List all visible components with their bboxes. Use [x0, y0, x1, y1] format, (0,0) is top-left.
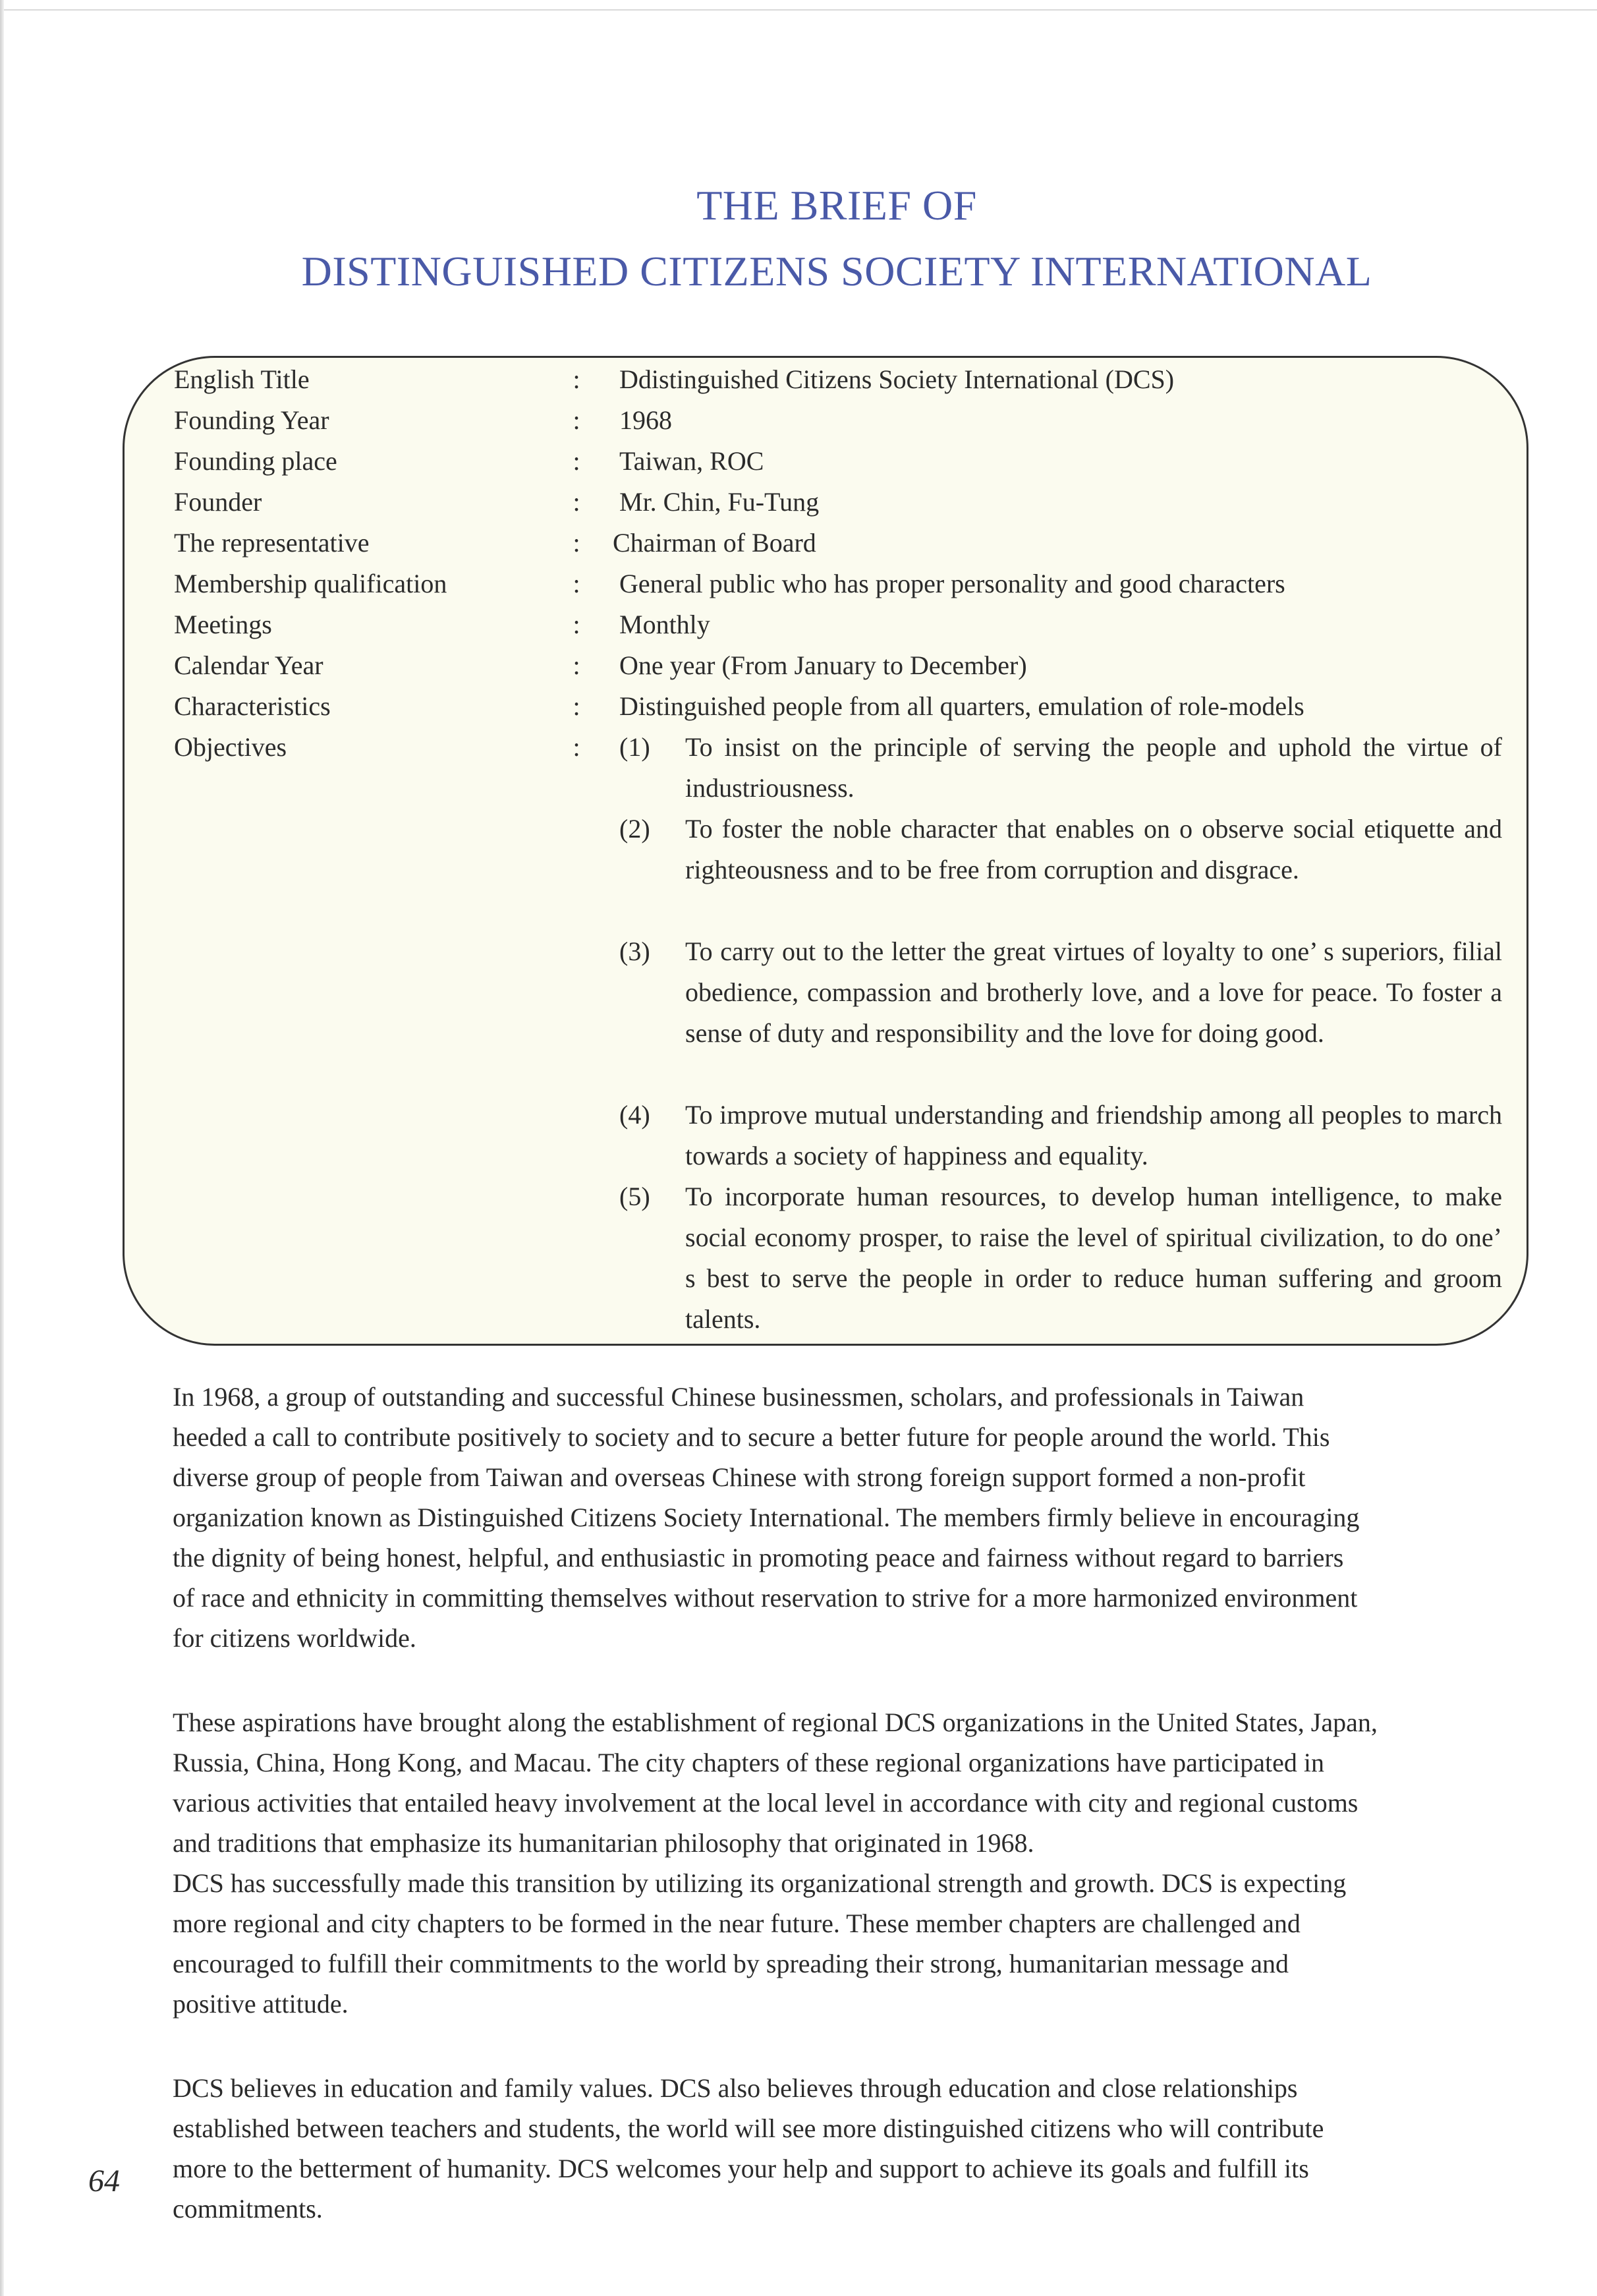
row-value: One year (From January to December)	[619, 650, 1027, 680]
paragraph-line: These aspirations have brought along the establishment of regional DCS organizations in the United States, Japan,	[173, 1708, 1378, 1737]
objective-number: (3)	[619, 936, 650, 966]
body-paragraph-1	[173, 1377, 1510, 1658]
paragraph-line: diverse group of people from Taiwan and overseas Chinese with strong foreign support formed a non-profit	[173, 1462, 1306, 1492]
row-label: Founding Year	[174, 405, 329, 435]
row-value: Monthly	[619, 610, 710, 639]
row-label: Meetings	[174, 610, 272, 639]
paragraph-line: commitments.	[173, 2194, 323, 2224]
row-value: Ddistinguished Citizens Society International (DCS)	[619, 364, 1175, 394]
row-colon: :	[573, 446, 580, 476]
row-colon: :	[573, 610, 580, 639]
paragraph-line: and traditions that emphasize its humanitarian philosophy that originated in 1968.	[173, 1828, 1034, 1858]
row-value: Distinguished people from all quarters, emulation of role-models	[619, 691, 1304, 721]
objective-number: (2)	[619, 814, 650, 844]
paragraph-line: DCS has successfully made this transition by utilizing its organizational strength and growth. DCS is expecting	[173, 1868, 1347, 1898]
objective-number: (5)	[619, 1182, 650, 1211]
page-number: 64	[88, 2164, 120, 2198]
objective-number: (1)	[619, 732, 650, 762]
row-label: Characteristics	[174, 691, 331, 721]
paragraph-line: Russia, China, Hong Kong, and Macau. The city chapters of these regional organizations have participated in	[173, 1748, 1325, 1777]
row-value: Mr. Chin, Fu-Tung	[619, 487, 820, 517]
paragraph-line: established between teachers and students, the world will see more distinguished citizens who will contribute	[173, 2113, 1324, 2143]
objective-text: To carry out to the letter the great virtues of loyalty to one’ s superiors, filial obedience, compassion and brotherly love, and a love for peace. To foster a sense of duty and responsibility and the love for doing good.	[685, 936, 1502, 1048]
paragraph-line: more to the betterment of humanity. DCS welcomes your help and support to achieve its goals and fulfill its	[173, 2154, 1309, 2183]
row-colon: :	[573, 650, 580, 680]
page-left-edge	[0, 0, 4, 2296]
paragraph-line: encouraged to fulfill their commitments to the world by spreading their strong, humanitarian message and	[173, 1949, 1289, 1978]
row-value: Taiwan, ROC	[619, 446, 764, 476]
row-colon: :	[573, 528, 580, 558]
row-value: General public who has proper personality and good characters	[619, 569, 1285, 598]
row-colon: :	[573, 487, 580, 517]
row-label: Membership qualification	[174, 569, 447, 598]
body-paragraph-2	[173, 1702, 1510, 2024]
body-paragraph-3	[173, 2068, 1510, 2229]
row-colon: :	[573, 732, 580, 762]
objective-text: To incorporate human resources, to develop human intelligence, to make social economy prosper, to raise the level of spiritual civilization, to do one’ s best to serve the people in order to reduce human suffering and groom talents.	[685, 1182, 1502, 1334]
row-label: Objectives	[174, 732, 287, 762]
paragraph-line: heeded a call to contribute positively to society and to secure a better future for people around the world. This	[173, 1422, 1330, 1452]
row-label: Calendar Year	[174, 650, 323, 680]
row-colon: :	[573, 691, 580, 721]
row-label: Founder	[174, 487, 262, 517]
page-title-line-2: DISTINGUISHED CITIZENS SOCIETY INTERNATIONAL	[301, 248, 1372, 295]
page-top-edge	[0, 9, 1597, 11]
paragraph-line: the dignity of being honest, helpful, and enthusiastic in promoting peace and fairness without regard to barriers	[173, 1543, 1344, 1572]
paragraph-line: positive attitude.	[173, 1989, 349, 2019]
objective-text: To foster the noble character that enables on o observe social etiquette and righteousness and to be free from corruption and disgrace.	[685, 814, 1502, 884]
paragraph-line: DCS believes in education and family values. DCS also believes through education and close relationships	[173, 2073, 1298, 2103]
page-title-line-1: THE BRIEF OF	[696, 182, 977, 229]
row-value: Chairman of Board	[613, 528, 816, 558]
objective-text: To insist on the principle of serving the people and uphold the virtue of industriousness.	[685, 732, 1502, 803]
row-value: 1968	[619, 405, 672, 435]
row-colon: :	[573, 569, 580, 598]
paragraph-line: for citizens worldwide.	[173, 1623, 416, 1653]
row-label: The representative	[174, 528, 370, 558]
objective-text: To improve mutual understanding and friendship among all peoples to march towards a society of happiness and equality.	[685, 1100, 1502, 1170]
row-colon: :	[573, 405, 580, 435]
row-colon: :	[573, 364, 580, 394]
paragraph-line: of race and ethnicity in committing themselves without reservation to strive for a more harmonized environment	[173, 1583, 1358, 1613]
row-label: Founding place	[174, 446, 337, 476]
objective-number: (4)	[619, 1100, 650, 1130]
paragraph-line: various activities that entailed heavy involvement at the local level in accordance with city and regional customs	[173, 1788, 1359, 1818]
paragraph-line: more regional and city chapters to be formed in the near future. These member chapters are challenged and	[173, 1909, 1301, 1938]
paragraph-line: In 1968, a group of outstanding and successful Chinese businessmen, scholars, and professionals in Taiwan	[173, 1382, 1304, 1412]
row-label: English Title	[174, 364, 310, 394]
paragraph-line: organization known as Distinguished Citizens Society International. The members firmly believe in encouraging	[173, 1503, 1360, 1532]
